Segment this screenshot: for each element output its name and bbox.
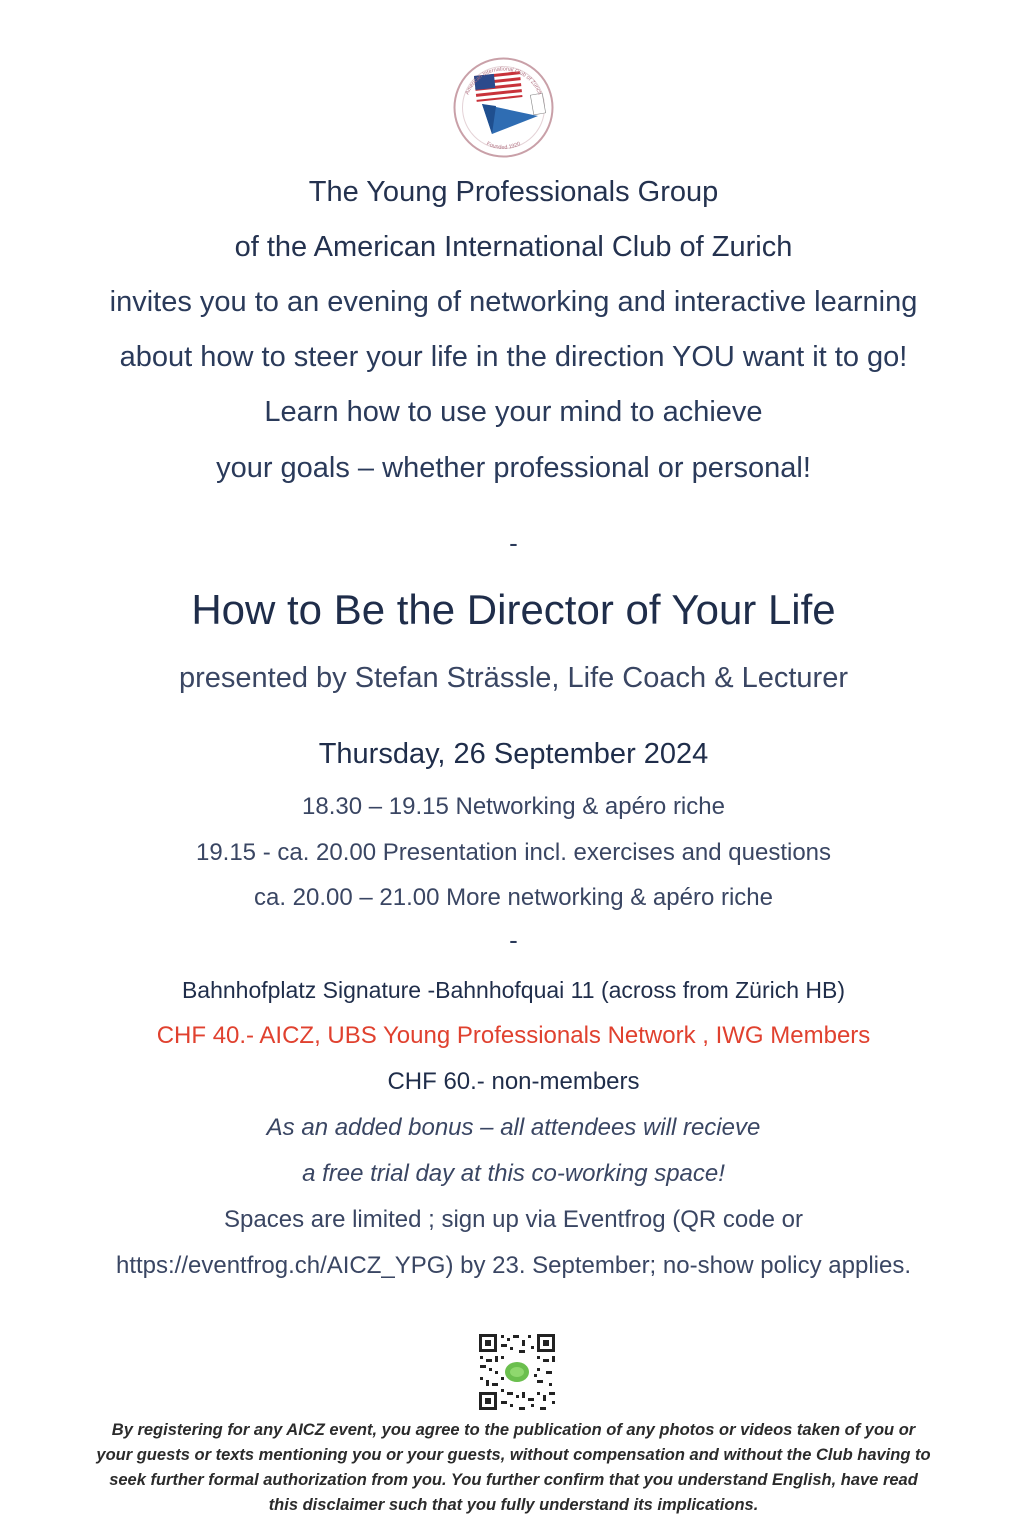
signup-link[interactable]: https://eventfrog.ch/AICZ_YPG) by 23. September; no-show policy applies. [115,1252,912,1279]
separator-2: - [509,925,518,955]
signup-line-1: Spaces are limited ; sign up via Eventfrog (QR code or [224,1206,803,1233]
event-title: How to Be the Director of Your Life [191,586,836,633]
intro-line-3: invites you to an evening of networking and interactive learning [109,286,918,318]
event-presenter: presented by Stefan Strässle, Life Coach & Lecturer [179,662,848,694]
schedule-item-1: 18.30 – 19.15 Networking & apéro riche [302,793,725,820]
separator: - [509,528,518,558]
price-members: CHF 40.- AICZ, UBS Young Professionals Network , IWG Members [156,1022,871,1049]
schedule-item-3: ca. 20.00 – 21.00 More networking & apéro riche [254,884,773,911]
disclaimer-line-3: seek further formal authorization from you. You further confirm that you understand English, have read [109,1471,918,1489]
intro-line-2: of the American International Club of Zurich [234,231,793,263]
price-nonmembers: CHF 60.- non-members [387,1068,640,1095]
disclaimer-line-1: By registering for any AICZ event, you agree to the publication of any photos or videos taken of you or [111,1421,916,1439]
disclaimer-line-4: this disclaimer such that you fully understand its implications. [268,1496,759,1514]
aicz-logo-icon [452,56,555,159]
logo-text-bottom: Founded 1920 [485,141,522,151]
intro-line-4: about how to steer your life in the direction YOU want it to go! [119,341,908,373]
qr-code-icon[interactable] [477,1332,557,1412]
intro-line-1: The Young Professionals Group [308,176,719,208]
venue: Bahnhofplatz Signature -Bahnhofquai 11 (across from Zürich HB) [181,977,846,1003]
disclaimer [40,1418,987,1518]
intro-line-5: Learn how to use your mind to achieve [264,396,763,428]
schedule-item-2: 19.15 - ca. 20.00 Presentation incl. exercises and questions [195,839,832,866]
bonus-line-2: a free trial day at this co-working space! [302,1160,725,1187]
event-date: Thursday, 26 September 2024 [318,738,709,770]
intro-line-6: your goals – whether professional or personal! [216,452,811,484]
disclaimer-line-2: your guests or texts mentioning you or your guests, without compensation and without the Club having to [96,1446,931,1464]
bonus-line-1: As an added bonus – all attendees will recieve [266,1114,761,1141]
logo-text-top: American International Club of Zurich [464,66,543,96]
